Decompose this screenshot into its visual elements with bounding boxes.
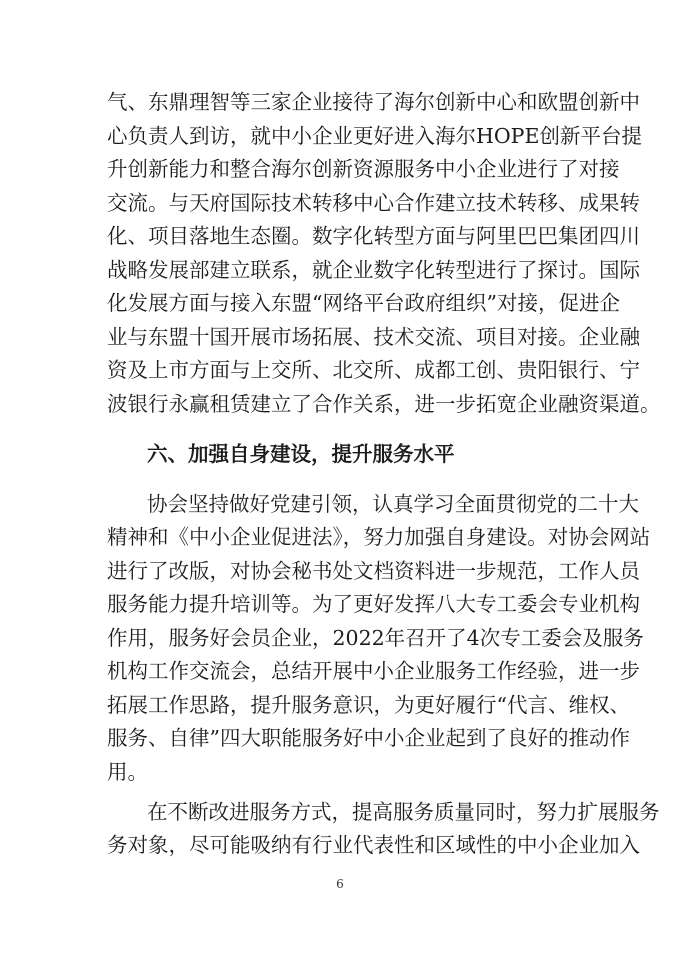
text-line: 交流。与天府国际技术转移中心合作建立技术转移、成果转 xyxy=(107,191,640,215)
text-line: 化、项目落地生态圈。数字化转型方面与阿里巴巴集团四川 xyxy=(107,224,640,248)
text-line: 气、东鼎理智等三家企业接待了海尔创新中心和欧盟创新中 xyxy=(107,90,640,114)
text-line: 心负责人到访，就中小企业更好进入海尔HOPE创新平台提 xyxy=(107,124,642,148)
text-line: 用。 xyxy=(107,760,148,784)
text-line: 精神和《中小企业促进法》，努力加强自身建设。对协会网站 xyxy=(107,525,651,549)
text-line: 作用，服务好会员企业，2022年召开了4次专工委会及服务 xyxy=(107,626,644,650)
text-line: 服务、自律”四大职能服务好中小企业起到了良好的推动作 xyxy=(107,726,630,750)
text-line: 波银行永赢租赁建立了合作关系，进一步拓宽企业融资渠道。 xyxy=(107,392,661,416)
page-number: 6 xyxy=(336,877,344,891)
text-line: 协会坚持做好党建引领，认真学习全面贯彻党的二十大 xyxy=(147,492,639,516)
text-line: 拓展工作思路，提升服务意识，为更好履行“代言、维权、 xyxy=(107,693,630,717)
text-line: 资及上市方面与上交所、北交所、成都工创、贵阳银行、宁 xyxy=(107,358,640,382)
section-heading: 六、加强自身建设，提升服务水平 xyxy=(147,442,455,466)
text-line: 进行了改版，对协会秘书处文档资料进一步规范，工作人员 xyxy=(107,559,640,583)
text-line: 务对象，尽可能吸纳有行业代表性和区域性的中小企业加入 xyxy=(107,833,640,857)
text-line: 化发展方面与接入东盟“网络平台政府组织”对接，促进企 xyxy=(107,291,620,315)
text-line: 业与东盟十国开展市场拓展、技术交流、项目对接。企业融 xyxy=(107,325,640,349)
text-line: 战略发展部建立联系，就企业数字化转型进行了探讨。国际 xyxy=(107,258,640,282)
text-line: 服务能力提升培训等。为了更好发挥八大专工委会专业机构 xyxy=(107,592,640,616)
text-line: 在不断改进服务方式，提高服务质量同时，努力扩展服务 xyxy=(147,800,660,824)
text-line: 升创新能力和整合海尔创新资源服务中小企业进行了对接 xyxy=(107,157,620,181)
text-line: 机构工作交流会，总结开展中小企业服务工作经验，进一步 xyxy=(107,659,640,683)
